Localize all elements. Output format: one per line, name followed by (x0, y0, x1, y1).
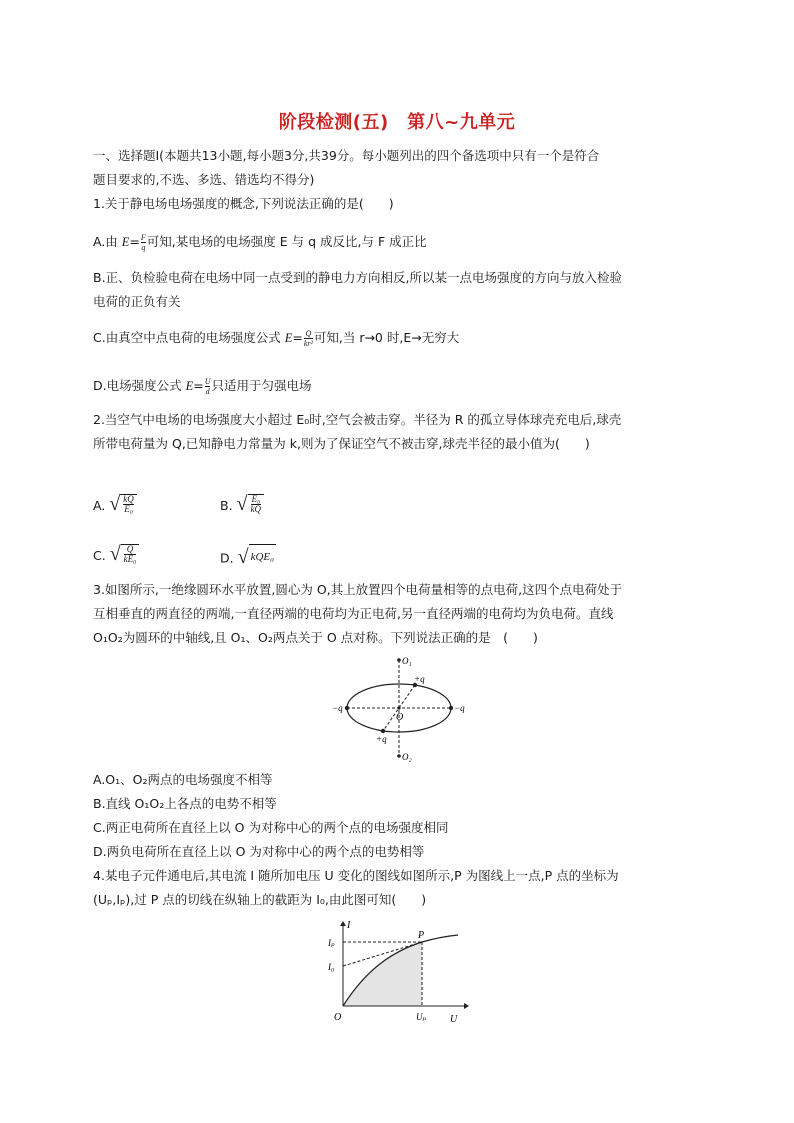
section-heading (93, 144, 705, 192)
fraction-denominator: kE₀ (123, 554, 137, 564)
i-axis-arrow (340, 921, 346, 926)
iu-graph-figure (326, 918, 472, 1026)
q1-option-d-text: 只适用于匀强电场 (211, 378, 312, 393)
q3-option-c: C.两正电荷所在直径上以 O 为对称中心的两个点的电场强度相同 (93, 820, 449, 835)
q2-option-c-label: C. (93, 548, 106, 563)
label-p: P (418, 930, 425, 941)
q2-option-b-sqrt: √ $\frac{\text{E₀}}{kQ}$ (237, 494, 264, 514)
charge-minus-left (345, 706, 349, 710)
q1-option-a-symbol: E (121, 235, 130, 249)
page-title: 阶段检测(五) 第八~九单元 (278, 112, 516, 133)
ring-charge-figure (330, 652, 470, 766)
question-2-stem (93, 408, 705, 456)
question-2-stem-line-1: 2.当空气中电场的电场强度大小超过 E₀时,空气会被击穿。半径为 R 的孤立导体球壳充电后,球壳 (93, 412, 622, 427)
q1-option-c (93, 326, 705, 350)
point-o1 (397, 658, 401, 662)
q1-option-a-prefix: A.由 (93, 234, 122, 249)
fraction-denominator: q (141, 243, 146, 252)
label-axis-u: U (450, 1014, 458, 1025)
q2-option-a-sqrt: √ $\frac{kQ}{\text{E₀}}$ (109, 494, 136, 514)
section-heading-line-1: 一、选择题Ⅰ(本题共13小题,每小题3分,共39分。每小题列出的四个备选项中只有一个是符合 (93, 148, 600, 163)
label-i0: I₀ (328, 962, 335, 972)
q1-option-d (93, 374, 705, 398)
center-o (397, 706, 400, 709)
q1-option-a-text: 可知,某电场的电场强度 E 与 q 成反比,与 F 成正比 (146, 234, 427, 249)
label-plus-top: +q (414, 674, 425, 684)
q1-option-c-symbol: E (284, 331, 293, 345)
label-axis-i: I (347, 920, 351, 931)
q2-option-a-label: A. (93, 498, 106, 513)
q2-option-c-sqrt: √ $\frac{Q}{\text{kE₀}}$ (110, 544, 140, 564)
q1-option-d-equals: = (193, 378, 204, 393)
label-o: O (396, 712, 404, 723)
u-axis-arrow (464, 1003, 469, 1009)
q1-option-b (93, 266, 705, 314)
label-minus-right: −q (454, 703, 465, 713)
fraction-denominator: kQ (250, 504, 262, 514)
question-3-stem-line-1: 3.如图所示,一绝缘圆环水平放置,圆心为 O,其上放置四个电荷量相等的点电荷,这四个点电荷处于 (93, 582, 623, 597)
fraction-denominator: kr² (303, 339, 313, 348)
q2-option-c (93, 544, 139, 568)
label-minus-left: −q (332, 703, 343, 713)
q3-option-d: D.两负电荷所在直径上以 O 为对称中心的两个点的电势相等 (93, 844, 425, 859)
question-3-stem-line-3: O₁O₂为圆环的中轴线,且 O₁、O₂两点关于 O 点对称。下列说法正确的是 ( ) (93, 630, 538, 645)
q1-option-b-line-2: 电荷的正负有关 (93, 294, 181, 309)
question-3-stem-line-2: 互相垂直的两直径的两端,一直径两端的电荷均为正电荷,另一直径两端的电荷均为负电荷。直线 (93, 606, 614, 621)
section-heading-line-2: 题目要求的,不选、多选、错选均不得分) (93, 172, 315, 187)
fraction-numerator: F (140, 233, 146, 242)
point-o2 (397, 754, 401, 758)
question-4-stem (93, 864, 705, 912)
q1-option-c-prefix: C.由真空中点电荷的电场强度公式 (93, 330, 285, 345)
question-2-stem-line-2: 所带电荷量为 Q,已知静电力常量为 k,则为了保证空气不被击穿,球壳半径的最小值为( ) (93, 436, 590, 451)
label-up: Uₚ (416, 1012, 427, 1022)
q1-option-a (93, 230, 705, 254)
q3-options (93, 768, 705, 864)
q1-option-d-prefix: D.电场强度公式 (93, 378, 186, 393)
fraction-denominator: d (205, 387, 210, 396)
label-ip: Iₚ (328, 938, 335, 948)
question-3-stem (93, 578, 705, 650)
charge-plus-bottom (381, 729, 385, 733)
charge-minus-right (449, 706, 453, 710)
label-origin: O (334, 1012, 342, 1023)
q2-option-b (220, 494, 264, 518)
fraction-denominator: E₀ (124, 504, 133, 514)
q1-option-d-fraction (205, 377, 211, 396)
q2-option-b-label: B. (220, 498, 233, 513)
fraction-numerator: Q (305, 329, 312, 338)
shaded-area (343, 942, 422, 1006)
question-4-stem-line-2: (Uₚ,Iₚ),过 P 点的切线在纵轴上的截距为 I₀,由此图可知( ) (93, 892, 427, 907)
q3-option-b: B.直线 O₁O₂上各点的电势不相等 (93, 796, 277, 811)
question-1-stem: 1.关于静电场电场强度的概念,下列说法正确的是( ) (93, 196, 394, 211)
label-o2: O₂ (402, 752, 412, 762)
q1-option-d-symbol: E (185, 379, 194, 393)
label-o1: O₁ (402, 656, 412, 666)
fraction-numerator: E₀ (251, 494, 261, 504)
q2-option-d-sqrt: √ kQE₀ (237, 545, 274, 568)
fraction-numerator: Q (126, 544, 134, 554)
q2-option-a (93, 494, 137, 518)
q3-option-a: A.O₁、O₂两点的电场强度不相等 (93, 772, 273, 787)
fraction-numerator: kQ (123, 494, 134, 504)
q1-option-c-equals: = (292, 330, 303, 345)
q2-option-d-label: D. (220, 550, 234, 566)
q2-option-d-radicand: kQE₀ (250, 551, 274, 563)
q1-option-a-equals: = (129, 234, 140, 249)
q1-option-b-line-1: B.正、负检验电荷在电场中同一点受到的静电力方向相反,所以某一点电场强度的方向与放入检验 (93, 270, 623, 285)
question-4-stem-line-1: 4.某电子元件通电后,其电流 I 随所加电压 U 变化的图线如图所示,P 为图线上一点,P 点的坐标为 (93, 868, 619, 883)
q2-option-d (220, 544, 276, 571)
fraction-numerator: U (204, 377, 211, 386)
q1-option-a-fraction (141, 233, 146, 252)
q1-option-c-text: 可知,当 r→0 时,E→无穷大 (313, 330, 460, 345)
label-plus-bottom: +q (376, 734, 387, 744)
q1-option-c-fraction (304, 329, 313, 348)
